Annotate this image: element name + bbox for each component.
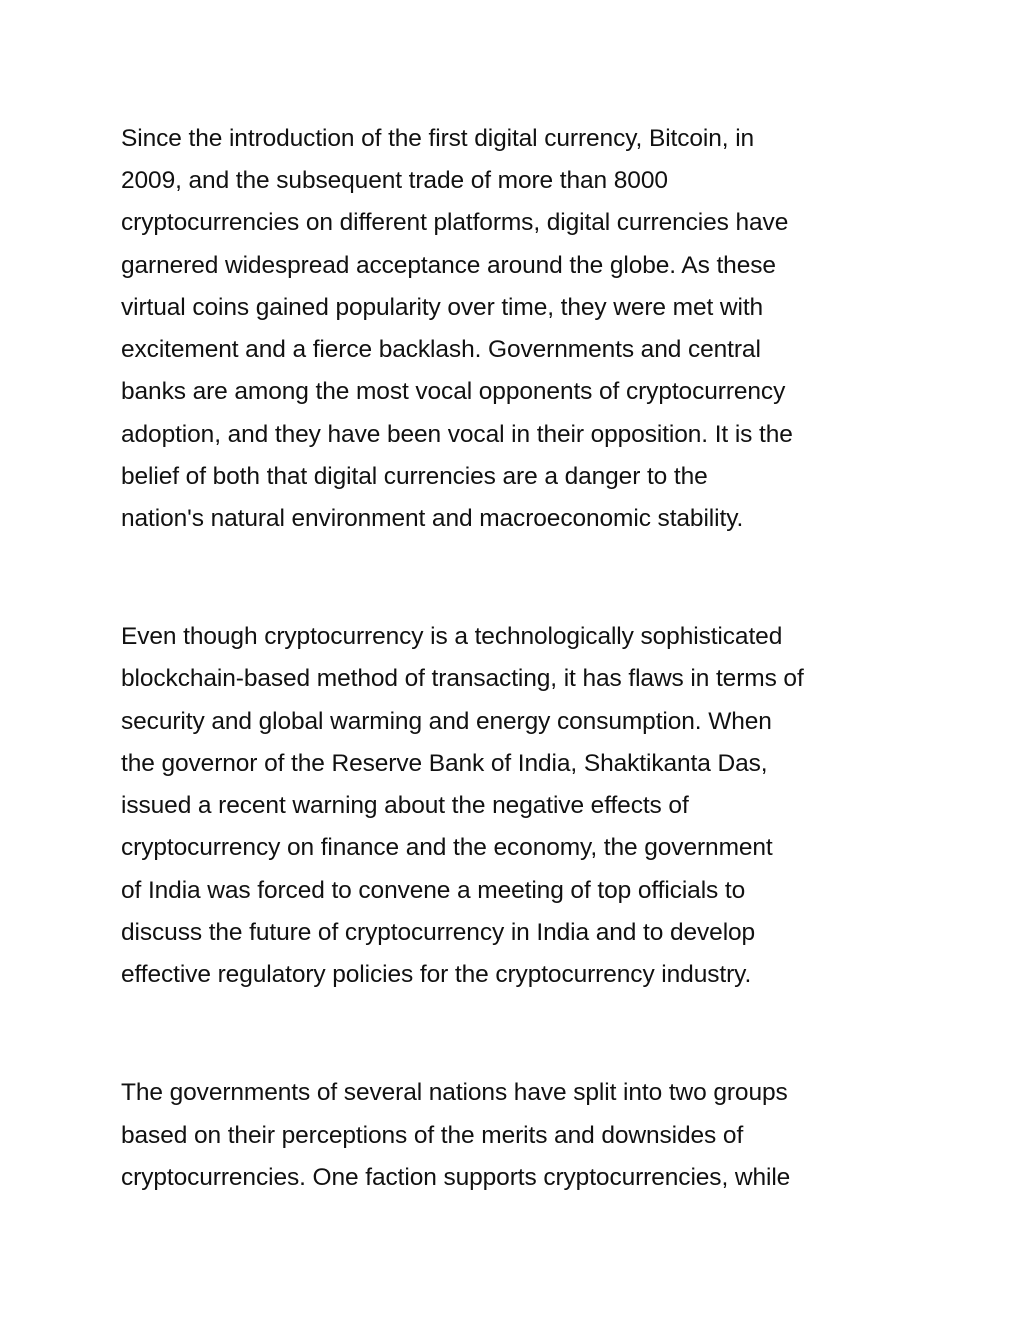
paragraph-line: based on their perceptions of the merits and downsides of [121, 1122, 744, 1149]
paragraph-line: garnered widespread acceptance around the globe. As these [121, 252, 776, 279]
paragraph-line: virtual coins gained popularity over time, they were met with [121, 294, 764, 321]
paragraph-line: belief of both that digital currencies are a danger to the [121, 463, 708, 490]
paragraph-line: Even though cryptocurrency is a technologically sophisticated [121, 623, 783, 650]
paragraph-line: cryptocurrencies. One faction supports cryptocurrencies, while [121, 1164, 791, 1191]
paragraph-line: banks are among the most vocal opponents of cryptocurrency [121, 378, 786, 405]
paragraph-line: adoption, and they have been vocal in their opposition. It is the [121, 421, 793, 448]
paragraph-line: blockchain-based method of transacting, it has flaws in terms of [121, 665, 804, 692]
paragraph-line: issued a recent warning about the negative effects of [121, 792, 689, 819]
paragraph-line: cryptocurrency on finance and the economy, the government [121, 834, 773, 861]
paragraph-line: effective regulatory policies for the cryptocurrency industry. [121, 961, 752, 988]
paragraph-line: excitement and a fierce backlash. Governments and central [121, 336, 761, 363]
paragraph-line: cryptocurrencies on different platforms, digital currencies have [121, 209, 789, 236]
paragraph-line: The governments of several nations have split into two groups [121, 1079, 788, 1106]
paragraph-line: of India was forced to convene a meeting of top officials to [121, 877, 746, 904]
paragraph-line: security and global warming and energy consumption. When [121, 708, 772, 735]
paragraph-line: nation's natural environment and macroeconomic stability. [121, 505, 744, 532]
paragraph-line: Since the introduction of the first digital currency, Bitcoin, in [121, 125, 755, 152]
paragraph-line: 2009, and the subsequent trade of more than 8000 [121, 167, 668, 194]
paragraph-line: discuss the future of cryptocurrency in India and to develop [121, 919, 756, 946]
paragraph-line: the governor of the Reserve Bank of India, Shaktikanta Das, [121, 750, 768, 777]
